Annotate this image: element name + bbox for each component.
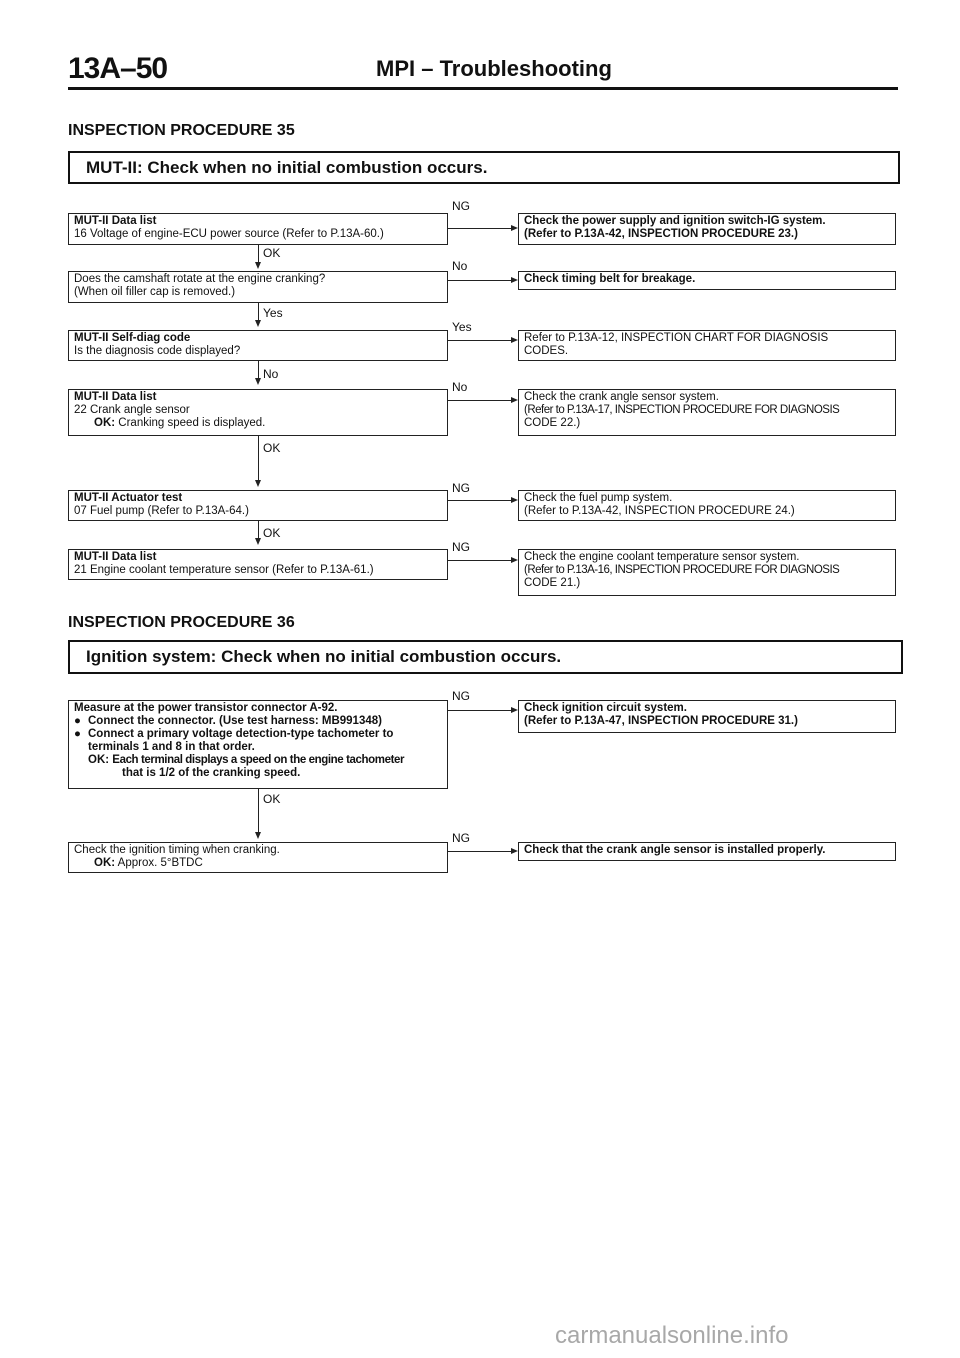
result-text: Check the power supply and ignition switch-IG system. bbox=[524, 215, 826, 227]
branch-line bbox=[448, 280, 512, 281]
arrow-right-icon bbox=[511, 277, 518, 283]
result-text: Refer to P.13A-12, INSPECTION CHART FOR DIAGNOSIS bbox=[524, 332, 829, 344]
procedure-36-banner: Ignition system: Check when no initial combustion occurs. bbox=[68, 640, 903, 674]
step-text: Approx. 5°BTDC bbox=[117, 857, 203, 869]
procedure-35-heading: INSPECTION PROCEDURE 35 bbox=[68, 122, 295, 139]
arrow-right-icon bbox=[511, 225, 518, 231]
step-box bbox=[68, 700, 448, 789]
result-box bbox=[518, 490, 896, 521]
result-text: CODE 21.) bbox=[524, 577, 581, 589]
result-box bbox=[518, 549, 896, 596]
result-box bbox=[518, 271, 896, 290]
branch-label: NG bbox=[452, 481, 470, 495]
step-text: 22 Crank angle sensor bbox=[74, 404, 190, 416]
watermark: carmanualsonline.info bbox=[555, 1322, 789, 1349]
step-text: that is 1/2 of the cranking speed. bbox=[122, 767, 301, 779]
result-text: Check ignition circuit system. bbox=[524, 702, 687, 714]
arrow-right-icon bbox=[511, 848, 518, 854]
step-text: Does the camshaft rotate at the engine cranking? bbox=[74, 273, 326, 285]
step-title: MUT-II Data list bbox=[74, 215, 157, 227]
arrow-down-icon bbox=[255, 320, 261, 327]
result-text: (Refer to P.13A-17, INSPECTION PROCEDURE FOR DIAGNOSIS bbox=[524, 404, 840, 416]
ok-label: OK: bbox=[88, 754, 110, 766]
step-text: Check the ignition timing when cranking. bbox=[74, 844, 280, 856]
step-text: Each terminal displays a speed on the engine tachometer bbox=[112, 754, 405, 766]
branch-label: Yes bbox=[452, 320, 472, 334]
flow-line bbox=[258, 436, 259, 481]
flow-label: OK bbox=[263, 441, 281, 455]
result-text: Check that the crank angle sensor is installed properly. bbox=[524, 844, 826, 856]
result-text: Check the fuel pump system. bbox=[524, 492, 673, 504]
procedure-35-banner: MUT-II: Check when no initial combustion occurs. bbox=[68, 151, 900, 184]
flow-line bbox=[258, 245, 259, 263]
flow-line bbox=[258, 789, 259, 833]
page-title: MPI – Troubleshooting bbox=[376, 56, 612, 81]
branch-line bbox=[448, 400, 512, 401]
arrow-down-icon bbox=[255, 832, 261, 839]
bullet-icon: ● bbox=[74, 715, 81, 727]
step-text: 16 Voltage of engine-ECU power source (Refer to P.13A-60.) bbox=[74, 228, 384, 240]
result-text: CODE 22.) bbox=[524, 417, 581, 429]
procedure-36-heading: INSPECTION PROCEDURE 36 bbox=[68, 614, 295, 631]
result-text: (Refer to P.13A-42, INSPECTION PROCEDURE 24.) bbox=[524, 505, 795, 517]
branch-line bbox=[448, 851, 512, 852]
arrow-down-icon bbox=[255, 538, 261, 545]
result-box bbox=[518, 330, 896, 361]
step-text: Connect a primary voltage detection-type tachometer to bbox=[88, 728, 394, 740]
step-box bbox=[68, 389, 448, 436]
result-text: Check the engine coolant temperature sensor system. bbox=[524, 551, 800, 563]
arrow-right-icon bbox=[511, 707, 518, 713]
result-text: Check the crank angle sensor system. bbox=[524, 391, 719, 403]
result-box bbox=[518, 700, 896, 733]
arrow-right-icon bbox=[511, 557, 518, 563]
page-number: 13A–50 bbox=[68, 52, 168, 85]
arrow-right-icon bbox=[511, 397, 518, 403]
result-text: Check timing belt for breakage. bbox=[524, 273, 696, 285]
result-text: CODES. bbox=[524, 345, 569, 357]
branch-line bbox=[448, 710, 512, 711]
flow-line bbox=[258, 303, 259, 321]
ok-label: OK: bbox=[94, 857, 116, 869]
result-text: (Refer to P.13A-16, INSPECTION PROCEDURE FOR DIAGNOSIS bbox=[524, 564, 840, 576]
header-rule bbox=[68, 87, 898, 90]
step-text: 07 Fuel pump (Refer to P.13A-64.) bbox=[74, 505, 249, 517]
branch-label: NG bbox=[452, 540, 470, 554]
branch-line bbox=[448, 560, 512, 561]
branch-label: NG bbox=[452, 689, 470, 703]
flow-label: No bbox=[263, 367, 279, 381]
step-text: Is the diagnosis code displayed? bbox=[74, 345, 241, 357]
step-text: (When oil filler cap is removed.) bbox=[74, 286, 236, 298]
step-box bbox=[68, 213, 448, 245]
step-title: MUT-II Data list bbox=[74, 551, 157, 563]
branch-label: No bbox=[452, 259, 468, 273]
arrow-down-icon bbox=[255, 378, 261, 385]
step-box bbox=[68, 842, 448, 873]
flow-line bbox=[258, 521, 259, 539]
arrow-right-icon bbox=[511, 497, 518, 503]
branch-label: NG bbox=[452, 199, 470, 213]
step-title: MUT-II Data list bbox=[74, 391, 157, 403]
flow-label: OK bbox=[263, 526, 281, 540]
branch-line bbox=[448, 228, 512, 229]
flow-label: Yes bbox=[263, 306, 283, 320]
result-text: (Refer to P.13A-42, INSPECTION PROCEDURE 23.) bbox=[524, 228, 798, 240]
step-text: 21 Engine coolant temperature sensor (Refer to P.13A-61.) bbox=[74, 564, 374, 576]
bullet-icon: ● bbox=[74, 728, 81, 740]
branch-line bbox=[448, 340, 512, 341]
ok-label: OK: bbox=[94, 417, 116, 429]
step-box bbox=[68, 490, 448, 521]
result-box bbox=[518, 842, 896, 861]
step-box bbox=[68, 271, 448, 303]
step-box bbox=[68, 330, 448, 361]
result-box bbox=[518, 213, 896, 245]
step-title: MUT-II Actuator test bbox=[74, 492, 183, 504]
step-box bbox=[68, 549, 448, 580]
step-text: Cranking speed is displayed. bbox=[118, 417, 266, 429]
branch-label: No bbox=[452, 380, 468, 394]
result-box bbox=[518, 389, 896, 436]
arrow-down-icon bbox=[255, 262, 261, 269]
flow-label: OK bbox=[263, 246, 281, 260]
step-text: Connect the connector. (Use test harness: MB991348) bbox=[88, 715, 382, 727]
arrow-right-icon bbox=[511, 337, 518, 343]
step-title: MUT-II Self-diag code bbox=[74, 332, 191, 344]
branch-line bbox=[448, 500, 512, 501]
arrow-down-icon bbox=[255, 480, 261, 487]
flow-label: OK bbox=[263, 792, 281, 806]
step-text: terminals 1 and 8 in that order. bbox=[88, 741, 255, 753]
flow-line bbox=[258, 361, 259, 379]
result-text: (Refer to P.13A-47, INSPECTION PROCEDURE 31.) bbox=[524, 715, 798, 727]
branch-label: NG bbox=[452, 831, 470, 845]
step-text: Measure at the power transistor connector A-92. bbox=[74, 702, 338, 714]
